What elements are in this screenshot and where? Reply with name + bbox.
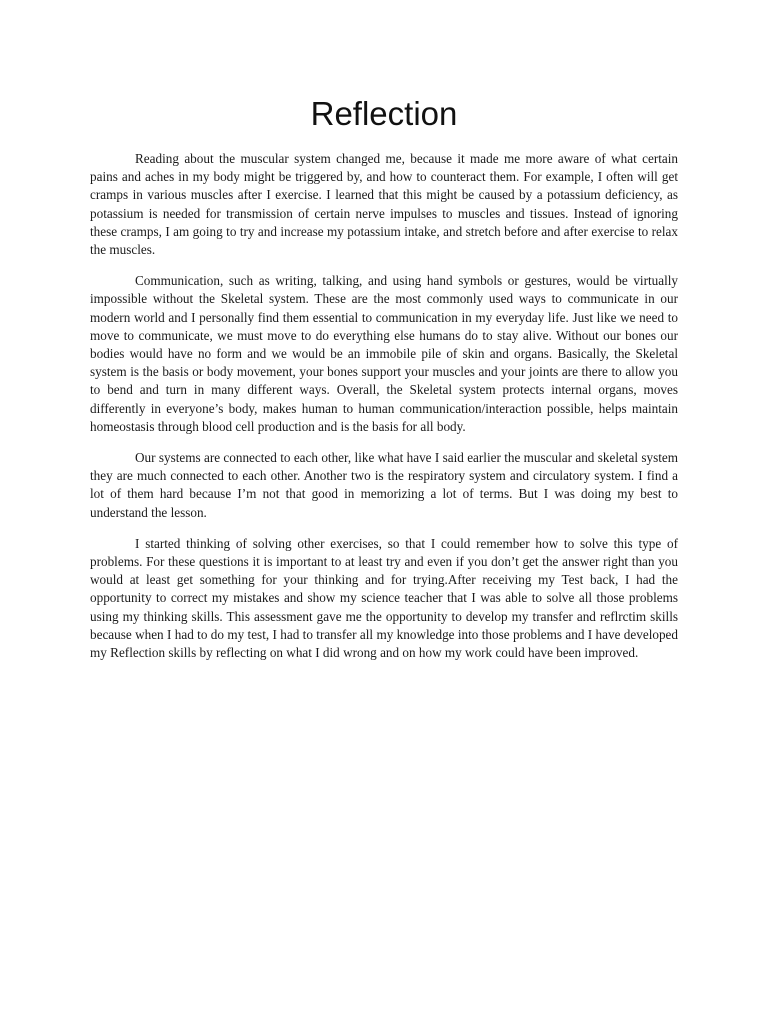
paragraph-skeletal-system: Communication, such as writing, talking, and using hand symbols or gestures, would be virtually impossible without the Skeletal system. These are the most commonly used ways to communicate in our modern world and I personally find them essential to communication in my everyday life. Just like we need to move to communicate, we must move to do everything else humans do to stay alive. Without our bones our bodies would have no form and we would be an immobile pile of skin and organs. Basically, the Skeletal system is the basis or body movement, your bones support your muscles and your joints are there to allow you to bend and turn in many different ways. Overall, the Skeletal system protects internal organs, moves differently in everyone’s body, makes human to human communication/interaction possible, helps maintain homeostasis through blood cell production and is the basis for all body.	[90, 273, 678, 434]
paragraph-problem-solving: I started thinking of solving other exercises, so that I could remember how to solve this type of problems. For these questions it is important to at least try and even if you don’t get the answer right than you would at least get something for your thinking and for trying.After receiving my Test back, I had the opportunity to correct my mistakes and show my science teacher that I was able to solve all those problems using my thinking skills. This assessment gave me the opportunity to develop my transfer and reflrctim skills because when I had to do my test, I had to transfer all my knowledge into those problems and I have developed my Reflection skills by reflecting on what I did wrong and on how my work could have been improved.	[90, 535, 678, 661]
paragraph-connected-systems: Our systems are connected to each other, like what have I said earlier the muscular and skeletal system they are much connected to each other. Another two is the respiratory system and circulatory system. I find a lot of them hard because I’m not that good in memorizing a lot of terms. But I was doing my best to understand the lesson.	[90, 450, 678, 520]
document-body	[90, 150, 678, 675]
page-title: Reflection	[310, 95, 458, 132]
paragraph-muscular-system: Reading about the muscular system changed me, because it made me more aware of what certain pains and aches in my body might be triggered by, and how to counteract them. For example, I often will get cramps in various muscles after I exercise. I learned that this might be caused by a potassium deficiency, as potassium is needed for transmission of certain nerve impulses to muscles and tissues. Instead of ignoring these cramps, I am going to try and increase my potassium intake, and stretch before and after exercise to relax the muscles.	[90, 151, 678, 258]
